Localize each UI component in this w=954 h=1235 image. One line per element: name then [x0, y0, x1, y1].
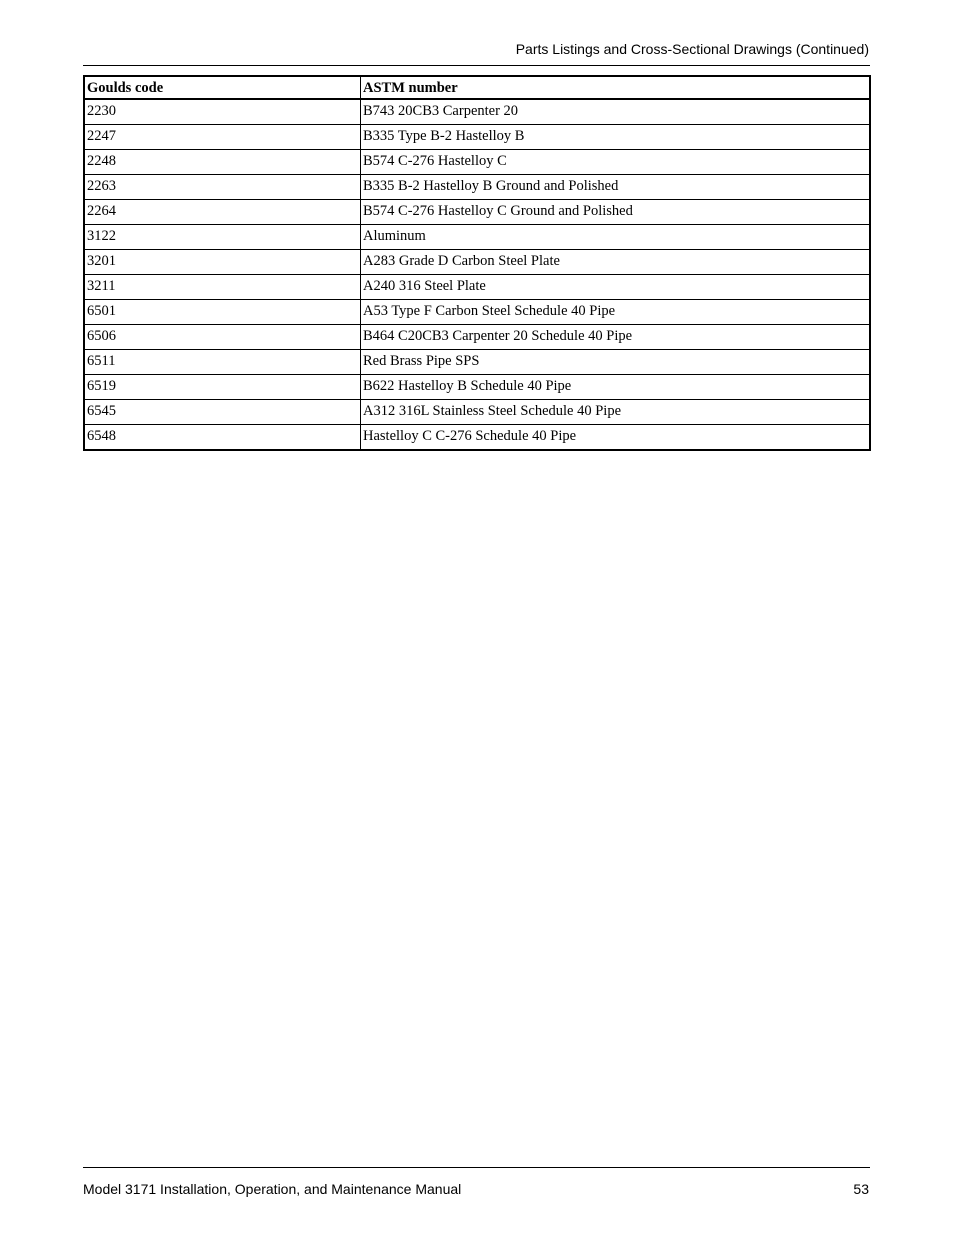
astm-number-cell: B743 20CB3 Carpenter 20 — [361, 99, 871, 125]
astm-number-cell: A283 Grade D Carbon Steel Plate — [361, 250, 871, 275]
astm-number-cell: B622 Hastelloy B Schedule 40 Pipe — [361, 375, 871, 400]
materials-table — [83, 75, 871, 451]
goulds-code-cell: 2264 — [84, 200, 361, 225]
goulds-code-cell: 2248 — [84, 150, 361, 175]
table-row — [84, 400, 870, 425]
astm-number-cell: B335 Type B-2 Hastelloy B — [361, 125, 871, 150]
goulds-code-cell: 6511 — [84, 350, 361, 375]
table-row — [84, 350, 870, 375]
page-number: 53 — [853, 1181, 869, 1197]
running-header: Parts Listings and Cross-Sectional Drawings (Continued) — [515, 41, 869, 57]
astm-number-cell: A53 Type F Carbon Steel Schedule 40 Pipe — [361, 300, 871, 325]
astm-number-cell: B464 C20CB3 Carpenter 20 Schedule 40 Pipe — [361, 325, 871, 350]
table-row — [84, 425, 870, 451]
astm-number-cell: A312 316L Stainless Steel Schedule 40 Pipe — [361, 400, 871, 425]
goulds-code-cell: 6506 — [84, 325, 361, 350]
header-divider — [83, 65, 870, 66]
table-row — [84, 275, 870, 300]
table-row — [84, 325, 870, 350]
table-row — [84, 99, 870, 125]
astm-number-cell: B574 C-276 Hastelloy C — [361, 150, 871, 175]
table-header-row — [84, 76, 870, 99]
column-header-astm-number: ASTM number — [361, 76, 871, 99]
table-row — [84, 375, 870, 400]
astm-number-cell: Red Brass Pipe SPS — [361, 350, 871, 375]
table-row — [84, 175, 870, 200]
goulds-code-cell: 6545 — [84, 400, 361, 425]
goulds-code-cell: 3201 — [84, 250, 361, 275]
astm-number-cell: Aluminum — [361, 225, 871, 250]
goulds-code-cell: 6548 — [84, 425, 361, 451]
goulds-code-cell: 2263 — [84, 175, 361, 200]
table-row — [84, 200, 870, 225]
astm-number-cell: B335 B-2 Hastelloy B Ground and Polished — [361, 175, 871, 200]
footer-manual-title: Model 3171 Installation, Operation, and Maintenance Manual — [83, 1181, 462, 1197]
table-row — [84, 225, 870, 250]
table-row — [84, 150, 870, 175]
astm-number-cell: A240 316 Steel Plate — [361, 275, 871, 300]
goulds-code-cell: 3211 — [84, 275, 361, 300]
astm-number-cell: Hastelloy C C-276 Schedule 40 Pipe — [361, 425, 871, 451]
goulds-code-cell: 3122 — [84, 225, 361, 250]
astm-number-cell: B574 C-276 Hastelloy C Ground and Polished — [361, 200, 871, 225]
table-row — [84, 250, 870, 275]
goulds-code-cell: 6519 — [84, 375, 361, 400]
footer-divider — [83, 1167, 870, 1168]
goulds-code-cell: 2230 — [84, 99, 361, 125]
goulds-code-cell: 2247 — [84, 125, 361, 150]
table-row — [84, 125, 870, 150]
column-header-goulds-code: Goulds code — [84, 76, 361, 99]
table-row — [84, 300, 870, 325]
goulds-code-cell: 6501 — [84, 300, 361, 325]
